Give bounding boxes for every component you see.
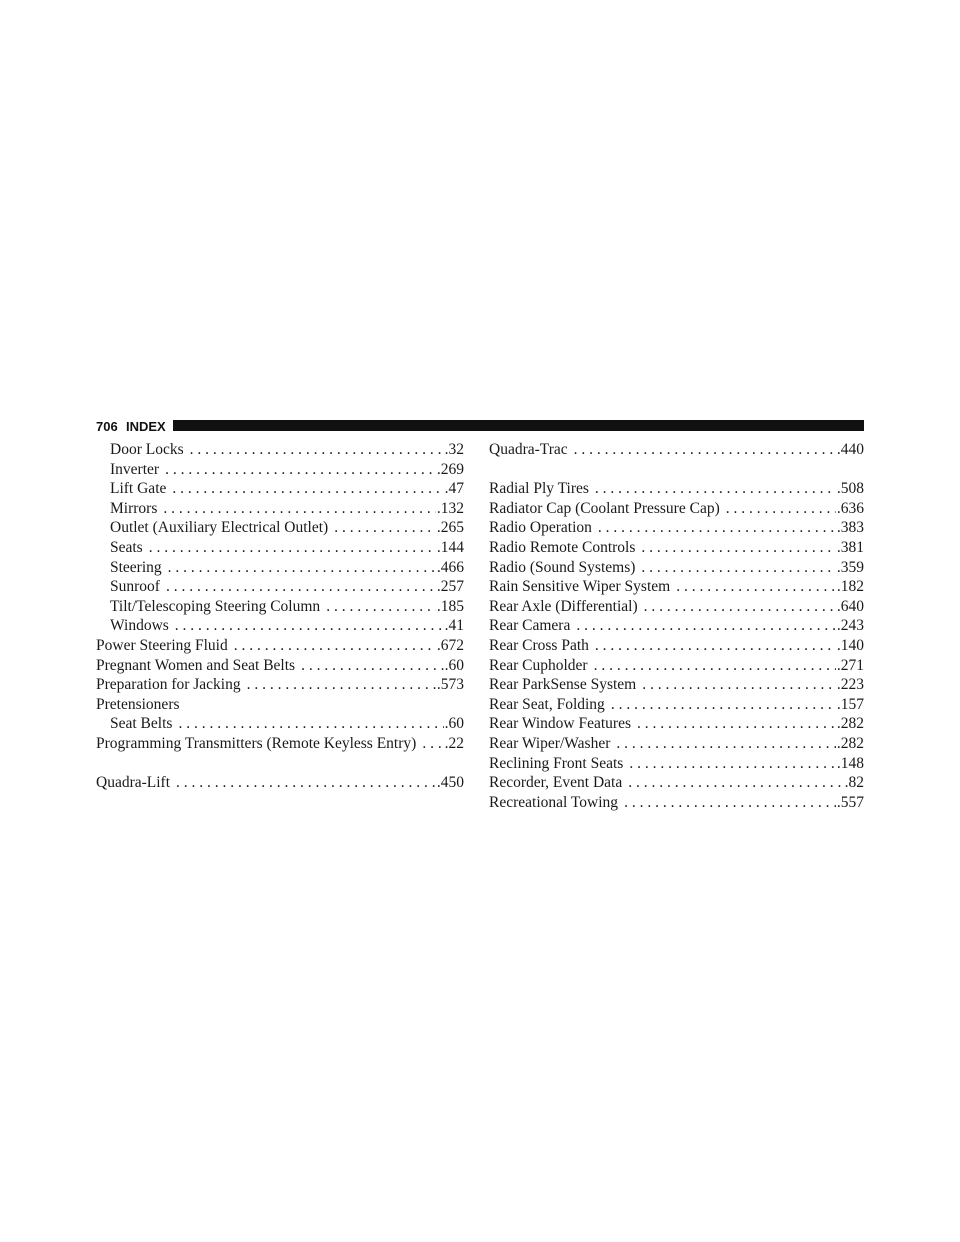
index-spacer [489,460,864,480]
dot-leader [635,558,835,578]
index-entry[interactable] [489,499,864,519]
index-term: Rain Sensitive Wiper System [489,578,671,596]
index-entry[interactable] [96,656,464,676]
dot-leader [720,499,836,519]
index-entry[interactable] [489,754,864,774]
index-page-number: .636 [836,499,864,517]
index-term: Radio Operation [489,519,592,537]
index-term: Rear Window Features [489,715,631,733]
index-page-number: .132 [436,499,464,517]
index-page-number: .148 [836,754,864,772]
dot-leader [169,616,444,636]
dot-leader [638,597,836,617]
index-term: Seat Belts [110,715,173,733]
index-term: Tilt/Telescoping Steering Column [110,597,321,615]
index-subentry[interactable] [96,616,464,636]
index-entry[interactable] [489,675,864,695]
index-page-number: .157 [836,695,864,713]
index-subentry[interactable] [96,597,464,617]
index-page-number: .60 [444,715,464,733]
dot-leader [328,518,436,538]
index-page-number: .32 [444,441,464,458]
index-page-number: .573 [436,676,464,694]
index-term: Rear Wiper/Washer [489,734,611,752]
index-subentry[interactable] [96,440,464,460]
dot-leader [670,577,836,597]
index-page-number: .282 [836,734,864,752]
index-subentry[interactable] [96,518,464,538]
index-entry[interactable] [489,518,864,538]
index-page-number: .269 [436,460,464,478]
index-entry[interactable] [489,479,864,499]
index-term: Rear Seat, Folding [489,695,605,713]
dot-leader [623,754,836,774]
index-page-number: .185 [436,597,464,615]
index-term: Radio (Sound Systems) [489,558,636,576]
index-term: Outlet (Auxiliary Electrical Outlet) [110,519,329,537]
dot-leader [416,734,443,754]
index-term: Steering [110,558,162,576]
index-term: Recorder, Event Data [489,774,623,792]
dot-leader [228,636,436,656]
index-subentry[interactable] [96,558,464,578]
index-page-number: .282 [836,715,864,733]
page-header [96,417,864,437]
index-term: Inverter [110,460,160,478]
dot-leader [320,597,436,617]
index-term: Door Locks [110,441,184,458]
index-page-number: .60 [444,656,464,674]
index-page-number: .47 [444,480,464,498]
index-entry[interactable] [489,597,864,617]
index-term: Radio Remote Controls [489,538,636,556]
index-entry[interactable] [489,695,864,715]
dot-leader [570,616,836,636]
index-term: Radial Ply Tires [489,480,589,498]
index-term: Sunroof [110,578,160,596]
index-entry[interactable] [96,675,464,695]
dot-leader [184,440,444,460]
index-subentry[interactable] [96,538,464,558]
index-entry[interactable] [489,538,864,558]
index-entry[interactable] [489,558,864,578]
dot-leader [622,773,843,793]
index-term: Radiator Cap (Coolant Pressure Cap) [489,499,720,517]
index-page-number: .557 [836,793,864,811]
dot-leader [170,773,436,793]
index-entry[interactable] [96,636,464,656]
index-entry[interactable] [489,714,864,734]
index-spacer [96,754,464,774]
dot-leader [295,656,444,676]
index-entry[interactable] [489,636,864,656]
page-number: 706 [96,419,118,434]
index-page-number: .640 [836,597,864,615]
index-page-number: .381 [836,538,864,556]
index-column-right [489,440,864,812]
index-entry[interactable] [489,773,864,793]
index-page-number: .672 [436,636,464,654]
index-page-number: .22 [444,734,464,752]
index-term: Pretensioners [96,695,180,713]
index-entry[interactable] [489,577,864,597]
dot-leader [592,518,836,538]
index-term: Power Steering Fluid [96,636,228,654]
index-term: Rear ParkSense System [489,676,637,694]
dot-leader [610,734,836,754]
dot-leader [568,440,836,460]
index-page-number: .144 [436,538,464,556]
index-term: Programming Transmitters (Remote Keyless Entry) [96,734,417,752]
index-page-number: .265 [436,519,464,537]
index-subentry[interactable] [96,460,464,480]
index-page-number: .508 [836,480,864,498]
dot-leader [618,793,836,813]
dot-leader [605,695,836,715]
index-page-number: .182 [836,578,864,596]
index-page-number: .257 [436,578,464,596]
index-entry[interactable] [489,616,864,636]
dot-leader [162,558,436,578]
dot-leader [636,675,836,695]
dot-leader [241,675,436,695]
dot-leader [172,714,443,734]
dot-leader [635,538,835,558]
index-page-number: .271 [836,656,864,674]
index-term: Seats [110,538,143,556]
index-term: Rear Axle (Differential) [489,597,638,615]
dot-leader [589,479,836,499]
index-entry[interactable] [489,656,864,676]
header-rule-bar [173,420,864,431]
index-term: Pregnant Women and Seat Belts [96,656,296,674]
index-term: Quadra-Trac [489,441,568,458]
index-entry[interactable] [96,773,464,793]
index-entry[interactable] [96,734,464,754]
index-page-number: .440 [836,441,864,458]
index-page-number: .223 [836,676,864,694]
index-subentry[interactable] [96,499,464,519]
index-entry[interactable] [489,440,864,460]
index-term: Rear Camera [489,617,571,635]
index-term: Recreational Towing [489,793,619,811]
index-term: Preparation for Jacking [96,676,241,694]
dot-leader [160,577,436,597]
index-term: Mirrors [110,499,158,517]
section-title: INDEX [126,419,166,434]
dot-leader [588,656,836,676]
index-term: Windows [110,617,169,635]
index-subentry[interactable] [96,479,464,499]
index-column-left [96,440,464,793]
index-term: Rear Cross Path [489,636,589,654]
dot-leader [589,636,836,656]
index-entry[interactable] [489,793,864,813]
index-term: Rear Cupholder [489,656,588,674]
index-entry[interactable] [489,734,864,754]
dot-leader [143,538,436,558]
index-page-number: .359 [836,558,864,576]
index-term: Reclining Front Seats [489,754,624,772]
index-page-number: .140 [836,636,864,654]
dot-leader [159,460,436,480]
index-page-number: .41 [444,617,464,635]
index-page-number: .82 [844,774,864,792]
index-page-number: .450 [436,774,464,792]
dot-leader [631,714,836,734]
index-subentry[interactable] [96,714,464,734]
index-page-number: .243 [836,617,864,635]
index-term: Lift Gate [110,480,167,498]
index-page-number: .383 [836,519,864,537]
index-page-number: .466 [436,558,464,576]
index-term: Quadra-Lift [96,774,171,792]
index-subentry[interactable] [96,577,464,597]
index-entry[interactable] [96,695,464,715]
dot-leader [166,479,443,499]
dot-leader [157,499,436,519]
